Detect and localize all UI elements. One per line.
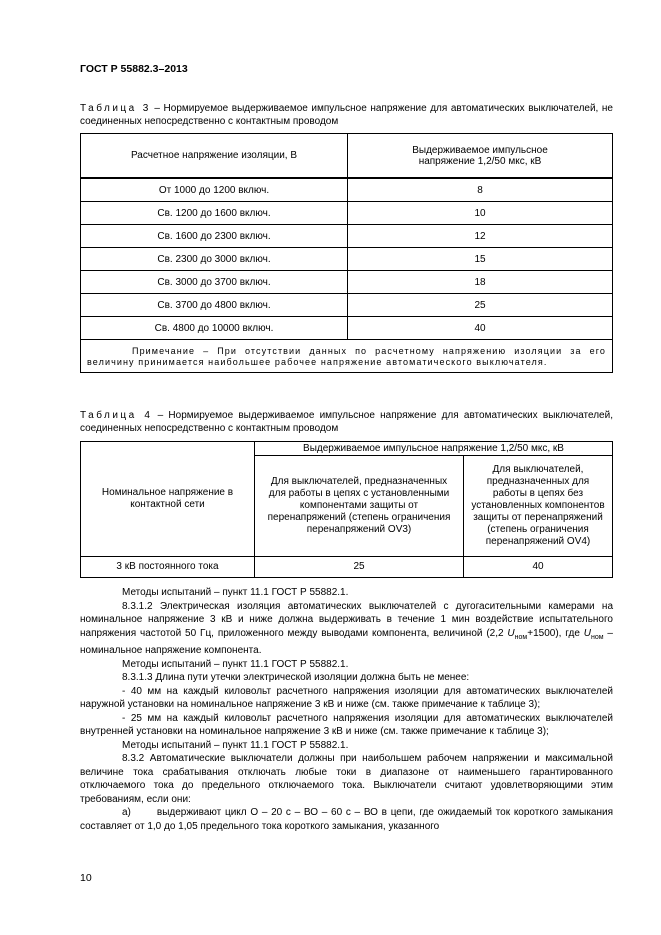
table4-caption-text: – Нормируемое выдерживаемое импульсное напряжение для автоматических выключателей, соединенных непосредственно с контактным проводом <box>80 410 613 434</box>
table4-group-header: Выдерживаемое импульсное напряжение 1,2/50 мкс, кВ <box>255 442 613 456</box>
table3-value: 40 <box>348 317 613 340</box>
table4-sub2-header: Для выключателей, предназначенных для работы в цепях без установленных компонентов защиты от перенапряжений (степень ограничения перенапряжений OV4) <box>464 456 613 557</box>
table3-range: Св. 4800 до 10000 включ. <box>81 317 348 340</box>
paragraph: 8.3.1.3 Длина пути утечки электрической изоляции должна быть не менее: <box>122 672 470 683</box>
table-3 <box>80 133 613 373</box>
table4-col1-header: Номинальное напряжение в контактной сети <box>81 442 255 557</box>
table-row <box>81 294 613 317</box>
table3-range: Св. 3700 до 4800 включ. <box>81 294 348 317</box>
table-row <box>81 317 613 340</box>
table4-caption <box>80 409 613 435</box>
table3-range: Св. 2300 до 3000 включ. <box>81 248 348 271</box>
paragraph: Методы испытаний – пункт 11.1 ГОСТ Р 55882.1. <box>122 587 349 598</box>
table3-note-row <box>81 340 613 373</box>
paragraph: - 40 мм на каждый киловольт расчетного напряжения изоляции для автоматических выключателей наружной установки на номинальное напряжение 3 кВ и ниже (см. также примечание к таблице 3); <box>80 685 613 710</box>
table3-range: Св. 1600 до 2300 включ. <box>81 225 348 248</box>
document-header: ГОСТ Р 55882.3–2013 <box>80 63 188 75</box>
paragraph: Методы испытаний – пункт 11.1 ГОСТ Р 55882.1. <box>122 658 349 670</box>
paragraph: 8.3.1.2 Электрическая изоляция автоматических выключателей с дугогасительными камерами на номинальное напряжение 3 кВ и ниже должна выдерживать в течение 1 мин воздействие испытательного напряжения частотой 50 Гц, приложенного между выводами компонента, величиной (2,2 $U_{ном}+1500$), где $U_{ном}$ – номинальное напряжение компонента. <box>80 600 613 656</box>
table3-col1-header: Расчетное напряжение изоляции, В <box>81 134 348 179</box>
table3-value: 8 <box>348 178 613 202</box>
table3-header-row <box>81 134 613 179</box>
table4-row-label: 3 кВ постоянного тока <box>81 557 255 578</box>
table3-value: 12 <box>348 225 613 248</box>
table3-caption-lead: Таблица 3 <box>80 103 151 114</box>
body-text <box>80 586 613 833</box>
table-row <box>81 271 613 294</box>
table4-caption-lead: Таблица 4 <box>80 410 153 421</box>
table3-note-text: Примечание – При отсутствии данных по расчетному напряжению изоляции за его величину принимается наибольшее рабочее напряжение автоматического выключателя. <box>87 346 606 367</box>
table3-col2-header: Выдерживаемое импульсное напряжение 1,2/50 мкс, кВ <box>348 134 613 179</box>
paragraph: - 25 мм на каждый киловольт расчетного напряжения изоляции для автоматических выключателей внутренней установки на номинальное напряжение 3 кВ и ниже (см. также примечание к таблице 3); <box>80 712 613 737</box>
table-4 <box>80 441 613 578</box>
table3-caption-text: – Нормируемое выдерживаемое импульсное напряжение для автоматических выключателей, не соединенных непосредственно с контактным проводом <box>80 103 613 127</box>
table-row <box>81 557 613 578</box>
table3-range: Св. 1200 до 1600 включ. <box>81 202 348 225</box>
table3-range: От 1000 до 1200 включ. <box>81 178 348 202</box>
table-row <box>81 225 613 248</box>
table3-caption <box>80 102 613 128</box>
table4-sub1-header: Для выключателей, предназначенных для работы в цепях с установленными компонентами защиты от перенапряжений (степень ограничения перенапряжений OV3) <box>255 456 464 557</box>
table3-value: 10 <box>348 202 613 225</box>
paragraph: Методы испытаний – пункт 11.1 ГОСТ Р 55882.1. <box>122 739 349 751</box>
table3-range: Св. 3000 до 3700 включ. <box>81 271 348 294</box>
page-number: 10 <box>80 872 92 884</box>
table4-value-ov4: 40 <box>464 557 613 578</box>
paragraph: а) выдерживают цикл О – 20 с – ВО – 60 с – ВО в цепи, где ожидаемый ток короткого замыкания составляет от 1,0 до 1,05 предельного тока короткого замыкания, указанного <box>80 807 613 832</box>
table4-value-ov3: 25 <box>255 557 464 578</box>
table3-value: 25 <box>348 294 613 317</box>
table3-value: 18 <box>348 271 613 294</box>
table-row <box>81 202 613 225</box>
table3-note <box>81 340 613 373</box>
table-row <box>81 178 613 202</box>
paragraph: 8.3.2 Автоматические выключатели должны при наибольшем рабочем напряжении и максимальной величине тока срабатывания отключать любые токи в диапазоне от наименьшего гарантированного отключаемого тока до предельного отключаемого тока. Выключатели считают удовлетворяющими этим требованиям, если они: <box>80 753 613 805</box>
table-row <box>81 248 613 271</box>
table4-header-row <box>81 442 613 456</box>
table3-value: 15 <box>348 248 613 271</box>
